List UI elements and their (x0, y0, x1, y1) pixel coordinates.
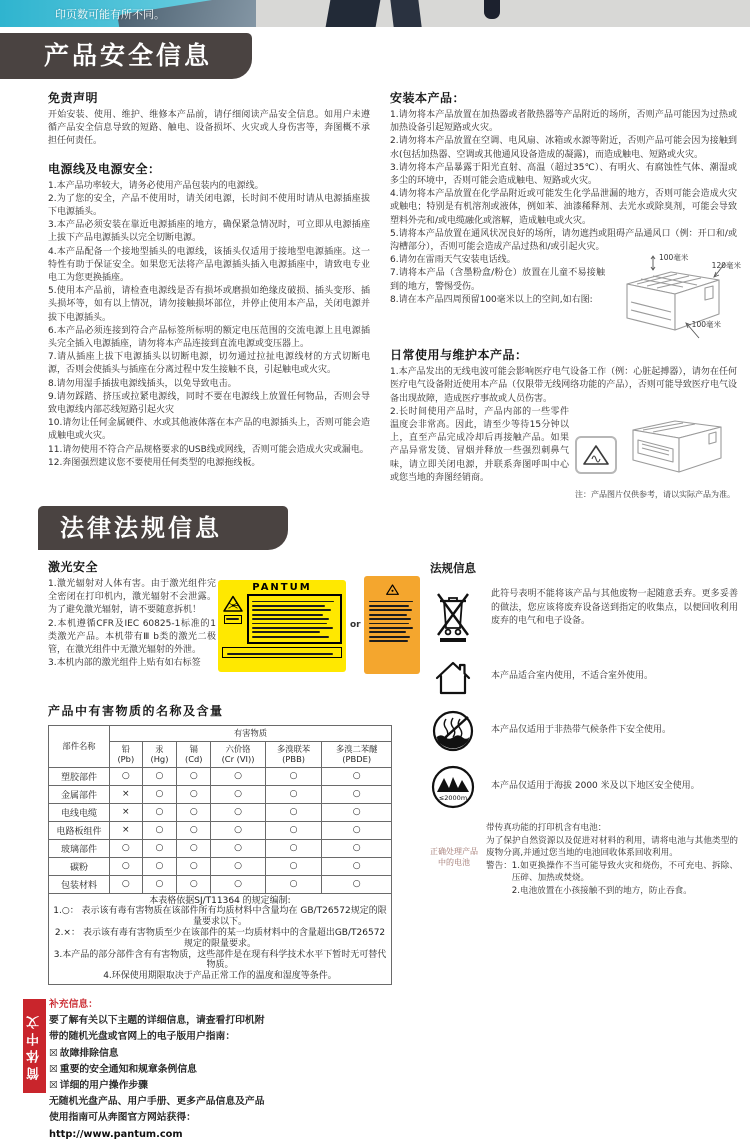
mark-cell: × (110, 821, 143, 839)
supplement-bullet (49, 1062, 349, 1078)
mark-cell: ○ (211, 875, 266, 893)
mark-cell: ○ (322, 803, 392, 821)
checkbox-x-icon: ☒ (49, 1079, 58, 1091)
install-section (390, 89, 741, 330)
regulatory-row-indoor (430, 657, 738, 697)
mark-cell: ○ (177, 839, 211, 857)
hot-surface-diagram (575, 408, 737, 482)
substance-header: 汞 (Hg) (142, 741, 177, 767)
battery-warning-label: 警告： (486, 860, 512, 871)
table-note-line: 本表格依据SJ/T11364 的规定编制: (149, 895, 291, 906)
mark-cell: ○ (322, 857, 392, 875)
table-row (49, 821, 392, 839)
micro-text-line (369, 627, 413, 629)
micro-text-line (369, 601, 413, 603)
micro-text-line (227, 653, 333, 655)
clearance-top-label: 100毫米 (659, 253, 689, 263)
label-class-box (224, 615, 242, 624)
mark-cell: ○ (142, 767, 177, 785)
micro-text-line (252, 605, 325, 607)
list-item: 6.本产品必须连接到符合产品标签所标明的额定电压范围的交流电源上且电源插头完全插入电源插座，请勿将本产品连接到直流电源或变压器上。 (48, 325, 370, 350)
micro-text-line (369, 609, 412, 611)
micro-text-line (369, 640, 408, 642)
list-item: 9.请勿踩踏、挤压或拉紧电源线，同时不要在电源线上放置任何物品，否则会导致电源线内部芯线短路引起火灾 (48, 391, 370, 416)
top-photo-right (256, 0, 750, 27)
list-item: 7.请从插座上拔下电源插头以切断电源，切勿通过拉扯电源线材的方式切断电源，否则会使插头与插座在分离过程中发生接触不良，引起触电或火灾。 (48, 352, 370, 376)
top-photo-strip (0, 0, 750, 27)
laser-safety-section (48, 558, 420, 690)
supplement-title: 补充信息： (49, 998, 98, 1010)
clearance-bottom-label: 100毫米 (691, 320, 721, 330)
table-row (49, 767, 392, 785)
mark-cell: ○ (322, 839, 392, 857)
list-item: 2.请勿将本产品放置在空调、电风扇、冰箱或水源等附近，否则产品可能会因为接触到水(包括加热器、空调或其他通风设备造成的凝露)，而造成触电、短路或火灾。 (390, 136, 737, 160)
mark-cell: ○ (265, 803, 322, 821)
table-row (49, 803, 392, 821)
house-icon (432, 657, 474, 697)
top-photo-left (0, 0, 256, 27)
part-name-cell: 包装材料 (49, 875, 110, 893)
bullet-text: 重要的安全通知和规章条例信息 (59, 1063, 197, 1075)
daily-item-1: 1.本产品发出的无线电波可能会影响医疗电气设备工作（例：心脏起搏器），请勿在任何医疗电气设备附近使用本产品（仅限带无线网络功能的产品），否则可能导致医疗电气设备出现故障，造成医疗事故或人员伤害。 (390, 367, 737, 404)
hazardous-substances-table (48, 725, 392, 985)
micro-text-line (369, 631, 406, 633)
person-silhouette (326, 0, 381, 27)
bullet-text: 故障排除信息 (59, 1047, 119, 1059)
mark-cell: ○ (211, 839, 266, 857)
mark-cell: ○ (110, 839, 143, 857)
mark-cell: ○ (211, 767, 266, 785)
mark-cell: ○ (265, 821, 322, 839)
footer-section (0, 997, 750, 1140)
table-notes (49, 893, 392, 984)
micro-text-line (252, 618, 329, 620)
safety-section-banner: 产品安全信息 (0, 33, 252, 79)
micro-text-line (252, 609, 331, 611)
mark-cell: ○ (110, 857, 143, 875)
multilingual-warning-box (247, 594, 342, 644)
mark-cell: ○ (142, 839, 177, 857)
mark-cell: ○ (322, 875, 392, 893)
table-row (49, 875, 392, 893)
table-note-line: 3.本产品的部分部件含有有害物质，这些部件是在现有科学技术水平下暂时无可替代物质。 (53, 949, 387, 971)
install-title: 安装本产品： (390, 91, 466, 105)
warning-triangle-icon (583, 444, 609, 466)
micro-text-line (369, 618, 411, 620)
altitude-icon (431, 765, 475, 809)
micro-text-line (369, 605, 409, 607)
substance-header: 六价铬 (Cr (VI)) (211, 741, 266, 767)
micro-text-line (252, 631, 320, 633)
micro-text-line (369, 614, 407, 616)
mark-cell: ○ (322, 767, 392, 785)
laser-safety-title: 激光安全 (48, 560, 99, 575)
open-printer-icon (623, 412, 735, 482)
list-item: 4.本产品配备一个接地型插头的电源线，该插头仅适用于接地型电源插座。这一特性有助于保证安全。如果您无法将产品电源插头插入电源插座中，请致电专业电工为您更换插座。 (48, 246, 370, 284)
mark-cell: ○ (142, 803, 177, 821)
regulatory-text: 本产品仅适用于海拔 2000 米及以下地区安全使用。 (491, 781, 700, 792)
legal-section-banner: 法律法规信息 (38, 506, 288, 550)
mark-cell: ○ (322, 821, 392, 839)
list-item: 11.请勿使用不符合产品规格要求的USB线或网线，否则可能会造成火灾或漏电。 (48, 444, 369, 455)
list-item: 3.请勿将本产品暴露于阳光直射、高温（超过35℃）、有明火、有腐蚀性气体、潮湿或多尘的环境中，否则可能会造成触电、短路或火灾。 (390, 162, 737, 187)
mark-cell: ○ (265, 875, 322, 893)
supplement-line: 要了解有关以下主题的详细信息，请查看打印机附 (49, 1015, 265, 1027)
regulatory-row-non-tropical (430, 710, 738, 752)
regulatory-title: 法规信息 (430, 561, 476, 576)
list-item: 7.请将本产品（含墨粉盒/粉仓）放置在儿童不易接触到的地方，警惕受伤。 (390, 268, 605, 292)
list-item: 8.请勿用湿手插拔电源线插头，以免导致电击。 (48, 378, 237, 389)
part-name-header: 部件名称 (49, 726, 110, 768)
battery-disposal-block (430, 822, 738, 898)
person-silhouette (484, 0, 500, 19)
laser-warning-labels (216, 558, 420, 690)
regulatory-text: 本产品适合室内使用，不适合室外使用。 (491, 671, 654, 682)
clearance-right-label: 120毫米 (711, 261, 741, 271)
part-name-cell: 电路板组件 (49, 821, 110, 839)
regulatory-text: 本产品仅适用于非热带气候条件下安全使用。 (491, 725, 672, 736)
list-item: 2.本机遵循CFR及IEC 60825-1标准的1类激光产品。本机带有Ⅲ b类的激光二极管，在激光组件中无激光辐射的外泄。 (48, 618, 216, 656)
mark-cell: ○ (142, 785, 177, 803)
or-label: or (350, 620, 361, 631)
part-name-cell: 玻璃部件 (49, 839, 110, 857)
mark-cell: ○ (211, 785, 266, 803)
battery-warning-line: 2.电池放置在小孩接触不到的地方，防止吞食。 (511, 886, 692, 897)
supplement-post-lines (49, 1094, 349, 1126)
regulatory-row-weee (430, 588, 738, 644)
disclaimer-section (48, 89, 370, 149)
mark-cell: ○ (265, 785, 322, 803)
label-caption-strip (222, 647, 342, 658)
laser-warning-label-wide (218, 580, 346, 672)
list-item: 1.激光辐射对人体有害。由于激光组件完全密闭在打印机内，激光辐射不会泄露。为了避免激光辐射，请不要随意拆机！ (48, 579, 216, 616)
bullet-text: 详细的用户操作步骤 (59, 1079, 148, 1091)
table-note-line: 4.环保使用期限取决于产品正常工作的温度和湿度等条件。 (103, 971, 337, 982)
laser-safety-list (48, 578, 216, 670)
table-note-line: 1.○： 表示该有毒有害物质在该部件所有均质材料中含量均在 GB/T26572规定的限量要求以下。 (53, 906, 387, 928)
regulatory-section (420, 558, 738, 985)
laser-hazard-triangle-icon (386, 584, 399, 595)
supplement-pre-lines (49, 1013, 349, 1045)
mark-cell: ○ (142, 857, 177, 875)
substance-header: 铅 (Pb) (110, 741, 143, 767)
laser-hazard-triangle-icon (223, 595, 243, 612)
mark-cell: ○ (322, 785, 392, 803)
disclaimer-body: 开始安装、使用、维护、维修本产品前，请仔细阅读产品安全信息。如用户未遵循产品安全信息导致的短路、触电、设备损坏、火灾或人身伤害等，奔图概不承担任何责任。 (48, 110, 370, 147)
language-side-tab: 简体中文 (23, 999, 46, 1093)
weee-bin-icon (433, 588, 473, 644)
micro-text-line (252, 627, 333, 629)
mark-cell: ○ (142, 821, 177, 839)
mark-cell: ○ (265, 767, 322, 785)
mark-cell: ○ (177, 767, 211, 785)
pantum-logo-text: PANTUM (252, 582, 312, 594)
disclaimer-title: 免责声明 (48, 91, 99, 105)
micro-text-line (226, 618, 239, 620)
supplement-bullet (49, 1046, 349, 1062)
mark-cell: ○ (110, 767, 143, 785)
checkbox-x-icon: ☒ (49, 1047, 58, 1059)
multilingual-warning-lines (369, 601, 415, 642)
person-silhouette (390, 0, 421, 27)
mark-cell: ○ (177, 821, 211, 839)
mark-cell: ○ (142, 875, 177, 893)
non-tropical-icon (432, 710, 474, 752)
micro-text-line (252, 601, 334, 603)
substance-header: 多溴二苯醚 (PBDE) (322, 741, 392, 767)
install-list-a (390, 109, 737, 254)
mark-cell: × (110, 785, 143, 803)
part-name-cell: 电线电缆 (49, 803, 110, 821)
daily-item-2: 2.长时间使用产品时，产品内部的一些零件温度会非常高。因此，请至少等待15分钟以上，直至产品完成冷却后再接触产品。如果产品异常发烫、冒烟并释放一些强烈刺鼻气味，请立即关闭电源，并联系奔图呼叫中心或您当地的奔图经销商。 (390, 406, 569, 483)
mark-cell: ○ (177, 785, 211, 803)
battery-warning-line: 1.如更换操作不当可能导致火灾和烧伤，不可充电、拆除、压碎、加热或焚烧。 (511, 860, 738, 884)
micro-text-line (252, 623, 327, 625)
substance-header: 镉 (Cd) (177, 741, 211, 767)
daily-use-section (390, 346, 737, 500)
micro-text-line (252, 614, 323, 616)
photo-caption: 印页数可能有所不同。 (55, 8, 165, 21)
part-name-cell: 金属部件 (49, 785, 110, 803)
mark-cell: ○ (265, 839, 322, 857)
micro-text-line (252, 636, 329, 638)
list-item: 12.奔图强烈建议您不要使用任何类型的电源拖线板。 (48, 457, 261, 468)
hazard-table-title: 产品中有害物质的名称及含量 (48, 704, 224, 719)
mark-cell: ○ (265, 857, 322, 875)
mark-cell: ○ (177, 857, 211, 875)
substance-group-header: 有害物质 (110, 726, 392, 742)
regulatory-row-altitude (430, 765, 738, 809)
checkbox-x-icon: ☒ (49, 1063, 58, 1075)
battery-warning-list (512, 860, 738, 898)
supplement-line: 无随机光盘产品、用户手册、更多产品信息及产品 (49, 1096, 265, 1108)
laser-warning-label-narrow (364, 576, 420, 674)
substance-header: 多溴联苯 (PBB) (265, 741, 322, 767)
table-note-line: 2.×： 表示该有毒有害物质至少在该部件的某一均质材料中的含量超出GB/T26572 规定的限量要求。 (54, 927, 386, 949)
list-item: 1.本产品功率较大，请务必使用产品包装内的电源线。 (48, 180, 264, 191)
battery-body: 为了保护自然资源以及促进对材料的利用，请将电池与其他类型的废物分离,并通过您当地的电池回收体系回收利用。 (486, 835, 738, 859)
mark-cell: ○ (110, 875, 143, 893)
mark-cell: ○ (177, 875, 211, 893)
list-item: 10.请勿让任何金属硬件、水或其他液体落在本产品的电源插头上，否则可能会造成触电或火灾。 (48, 418, 370, 442)
warning-triangle-sign (575, 436, 617, 474)
micro-text-line (369, 636, 410, 638)
part-name-cell: 塑胶部件 (49, 767, 110, 785)
regulatory-text: 此符号表明不能将该产品与其他废物一起随意丢弃。更多妥善的做法，您应该将废弃设备送到指定的收集点，以便回收利用废弃的电气和电子设备。 (491, 589, 738, 627)
list-item: 3.本机内部的激光组件上贴有如右标签 (48, 658, 201, 669)
table-row (49, 857, 392, 875)
supplement-line: 使用指南可从奔图官方网站获得： (49, 1112, 196, 1124)
list-item: 1.请勿将本产品放置在加热器或者散热器等产品附近的场所，否则产品可能因为过热或加热设备引起短路或火灾。 (390, 110, 737, 134)
list-item: 2.为了您的安全，产品不使用时，请关闭电源，长时间不使用时请从电源插座拔下电源插头。 (48, 193, 370, 218)
micro-text-line (369, 623, 409, 625)
mark-cell: ○ (211, 857, 266, 875)
supplement-bullet (49, 1078, 349, 1094)
altitude-mark-text: ≤2000m (438, 794, 468, 803)
mark-cell: ○ (211, 821, 266, 839)
list-item: 5.请将本产品放置在通风状况良好的场所，请勿遮挡或阻碍产品通风口（例：开口和/或沟槽部分），否则可能会造成产品过热和/或引起火灾。 (390, 228, 737, 253)
list-item: 5.使用本产品前，请检查电源线是否有损坏或磨损如绝缘皮破损、插头变形、插头损坏等，如有以上情况，请勿接触损坏部位，并停止使用本产品，关闭电源并拔下电源插头。 (48, 286, 370, 323)
part-name-cell: 碳粉 (49, 857, 110, 875)
power-safety-section (48, 160, 370, 470)
power-safety-list (48, 180, 370, 470)
list-item: 4.请勿将本产品放置在化学品附近或可能发生化学品泄漏的地方，否则可能会造成火灾或触电；特别是有机溶剂或液体，例如苯、油漆稀释剂、去光水或除臭剂，可能会导致塑料外壳和/或电缆融化或溶解，造成触电或火灾。 (390, 189, 737, 226)
clearance-diagram (611, 253, 741, 344)
pantum-website-url[interactable]: http://www.pantum.com (49, 1128, 183, 1140)
supplement-line: 带的随机光盘或官网上的电子版用户指南： (49, 1031, 236, 1043)
mark-cell: × (110, 803, 143, 821)
list-item: 3.本产品必须安装在靠近电源插座的地方，确保紧急情况时，可立即从电源插座上拔下产品电源插头以完全切断电源。 (48, 220, 370, 244)
list-item: 6.请勿在雷雨天气安装电话线。 (390, 255, 516, 266)
mark-cell: ○ (211, 803, 266, 821)
list-item: 8.请在本产品四周预留100毫米以上的空间,如右图: (390, 294, 593, 305)
battery-heading: 带传真功能的打印机含有电池： (486, 823, 607, 834)
mark-cell: ○ (177, 803, 211, 821)
battery-side-label: 正确处理产品中的电池 (430, 847, 478, 868)
table-row (49, 839, 392, 857)
supplement-bullets (49, 1046, 349, 1095)
power-safety-title: 电源线及电源安全： (48, 161, 161, 176)
reference-note: 注：产品图片仅供参考，请以实际产品为准。 (575, 490, 735, 500)
table-row (49, 785, 392, 803)
daily-use-title: 日常使用与维护本产品： (390, 348, 528, 363)
